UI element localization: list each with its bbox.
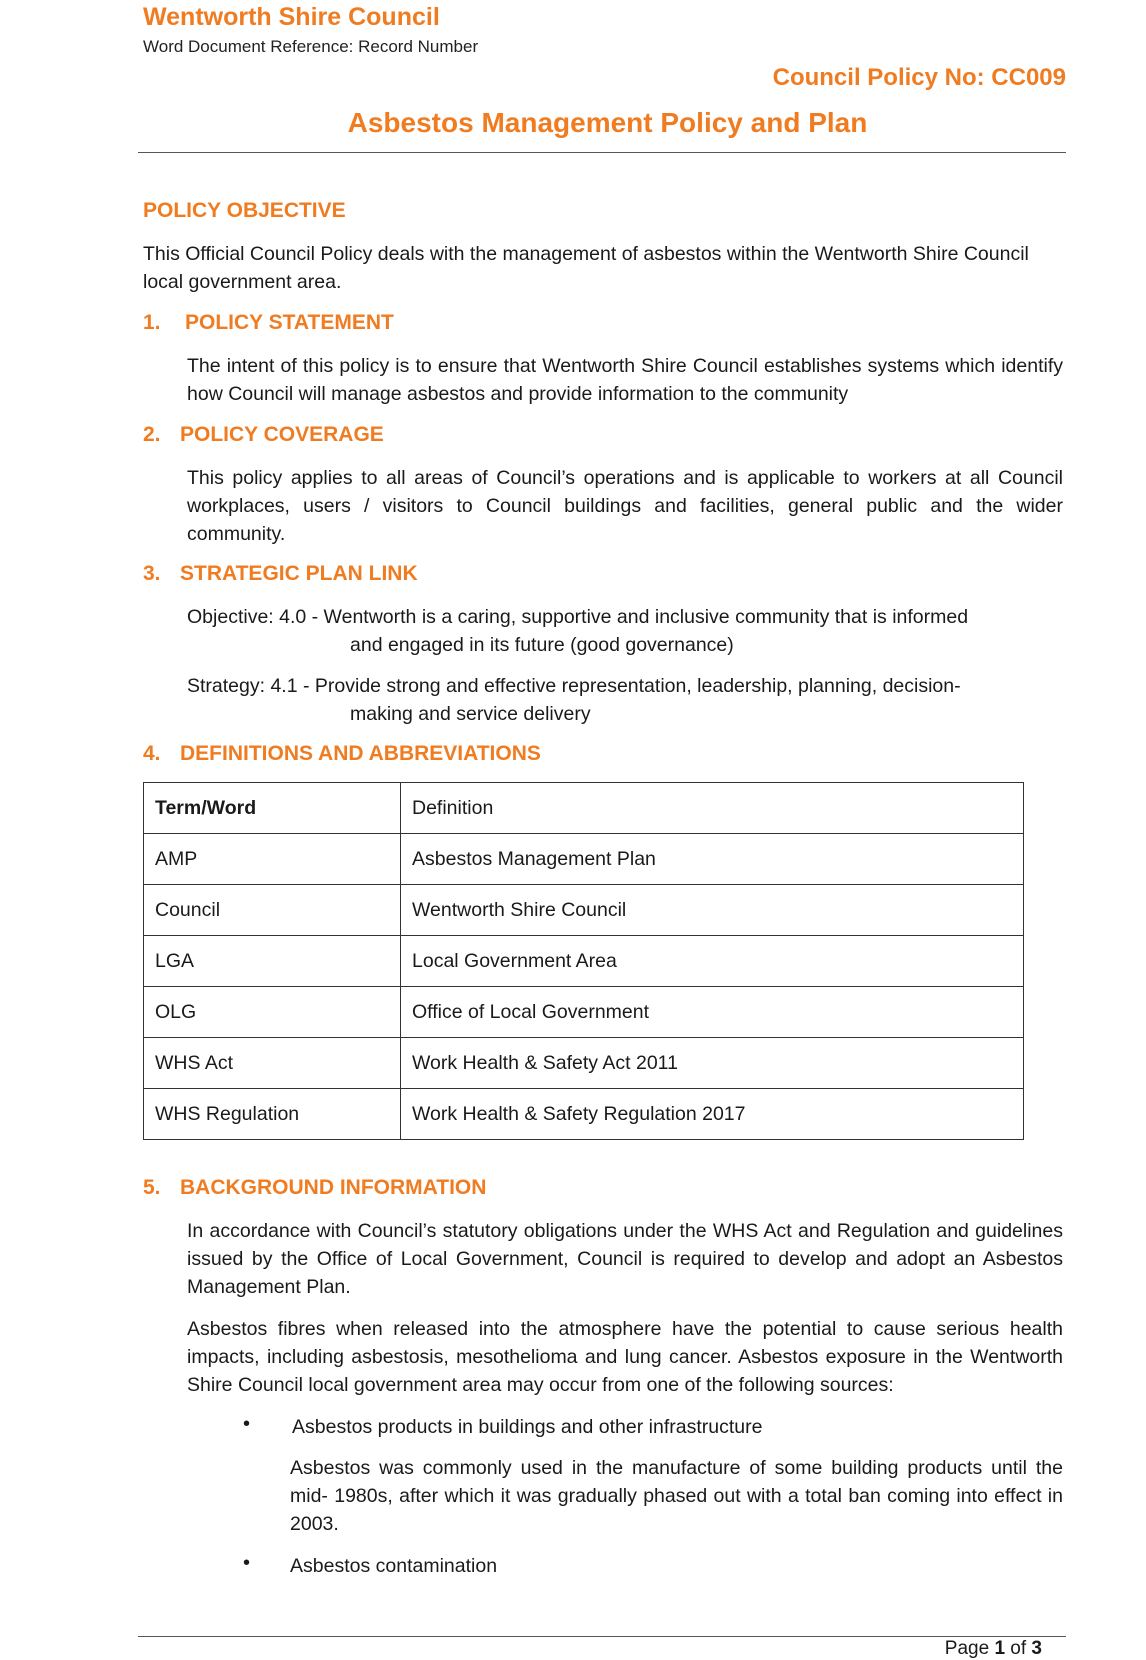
policy-objective-text: This Official Council Policy deals with the management of asbestos within the Wentworth Shire Council local government area. [143,243,1029,293]
section-heading-policy-coverage [143,423,384,447]
term-cell: OLG [144,987,401,1038]
background-paragraph-1: In accordance with Council’s statutory obligations under the WHS Act and Regulation and guidelines issued by the Office of Local Government, Council is required to develop and adopt an Asbestos Management Plan. [187,1220,1063,1298]
strategy-line-1: Strategy: 4.1 - Provide strong and effective representation, leadership, planning, decision- [187,675,961,697]
section-number: 3. [143,562,161,585]
table-row [144,1089,1024,1140]
section-title: DEFINITIONS AND ABBREVIATIONS [180,742,541,765]
term-cell: WHS Act [144,1038,401,1089]
document-reference: Word Document Reference: Record Number [143,37,479,56]
section-heading-strategic-plan-link [143,562,418,586]
definition-cell: Work Health & Safety Regulation 2017 [401,1089,1024,1140]
policy-statement-text: The intent of this policy is to ensure that Wentworth Shire Council establishes systems which identify how Council will manage asbestos and provide information to the community [187,355,1063,405]
section-number: 2. [143,423,161,446]
term-cell: LGA [144,936,401,987]
strategy-line-2: making and service delivery [350,703,591,725]
section-heading-background [143,1176,486,1200]
table-header-row [144,783,1024,834]
section-number: 4. [143,742,161,765]
table-row [144,936,1024,987]
page-current: 1 [994,1638,1006,1659]
definition-cell: Work Health & Safety Act 2011 [401,1038,1024,1089]
organization-name: Wentworth Shire Council [143,3,440,31]
section-heading-definitions [143,742,541,766]
definitions-table [143,782,1024,1140]
strategic-objective-line-2: and engaged in its future (good governance) [350,634,734,656]
table-row [144,885,1024,936]
table-header-term: Term/Word [144,783,401,834]
bullet-label: Asbestos contamination [290,1555,498,1577]
footer-divider [138,1636,1066,1637]
bullet-icon: • [243,1552,251,1574]
definition-cell: Office of Local Government [401,987,1024,1038]
document-title: Asbestos Management Policy and Plan [347,107,868,138]
page-total: 3 [1031,1638,1042,1659]
section-title: POLICY STATEMENT [185,311,394,334]
term-cell: WHS Regulation [144,1089,401,1140]
table-row [144,834,1024,885]
section-title: POLICY COVERAGE [180,423,384,446]
page-indicator [945,1638,1042,1660]
bullet-icon: • [243,1413,251,1435]
table-row [144,1038,1024,1089]
background-paragraph-2: Asbestos fibres when released into the atmosphere have the potential to cause serious health impacts, including asbestosis, mesothelioma and lung cancer. Asbestos exposure in the Wentworth Shire Council local government area may occur from one of the following sources: [187,1318,1063,1396]
term-cell: AMP [144,834,401,885]
page-of: of [1005,1638,1032,1659]
section-number: 1. [143,311,161,334]
header-divider [138,152,1066,153]
section-title: STRATEGIC PLAN LINK [180,562,418,585]
bullet-description: Asbestos was commonly used in the manufacture of some building products until the mid- 1980s, after which it was gradually phased out with a total ban coming into effect in 2003. [290,1457,1063,1535]
section-heading-policy-statement [143,311,394,335]
page-prefix: Page [944,1638,995,1659]
section-number: 5. [143,1176,161,1199]
definition-cell: Wentworth Shire Council [401,885,1024,936]
term-cell: Council [144,885,401,936]
policy-number: Council Policy No: CC009 [772,64,1066,91]
section-title: BACKGROUND INFORMATION [180,1176,487,1199]
table-header-definition: Definition [401,783,1024,834]
definition-cell: Local Government Area [401,936,1024,987]
policy-objective-heading: POLICY OBJECTIVE [143,199,346,222]
table-row [144,987,1024,1038]
strategic-objective-line-1: Objective: 4.0 - Wentworth is a caring, supportive and inclusive community that is informed [187,606,969,628]
policy-coverage-text: This policy applies to all areas of Council’s operations and is applicable to workers at all Council workplaces, users / visitors to Council buildings and facilities, general public and the wider community. [187,467,1063,545]
definition-cell: Asbestos Management Plan [401,834,1024,885]
bullet-label: Asbestos products in buildings and other infrastructure [292,1416,763,1438]
